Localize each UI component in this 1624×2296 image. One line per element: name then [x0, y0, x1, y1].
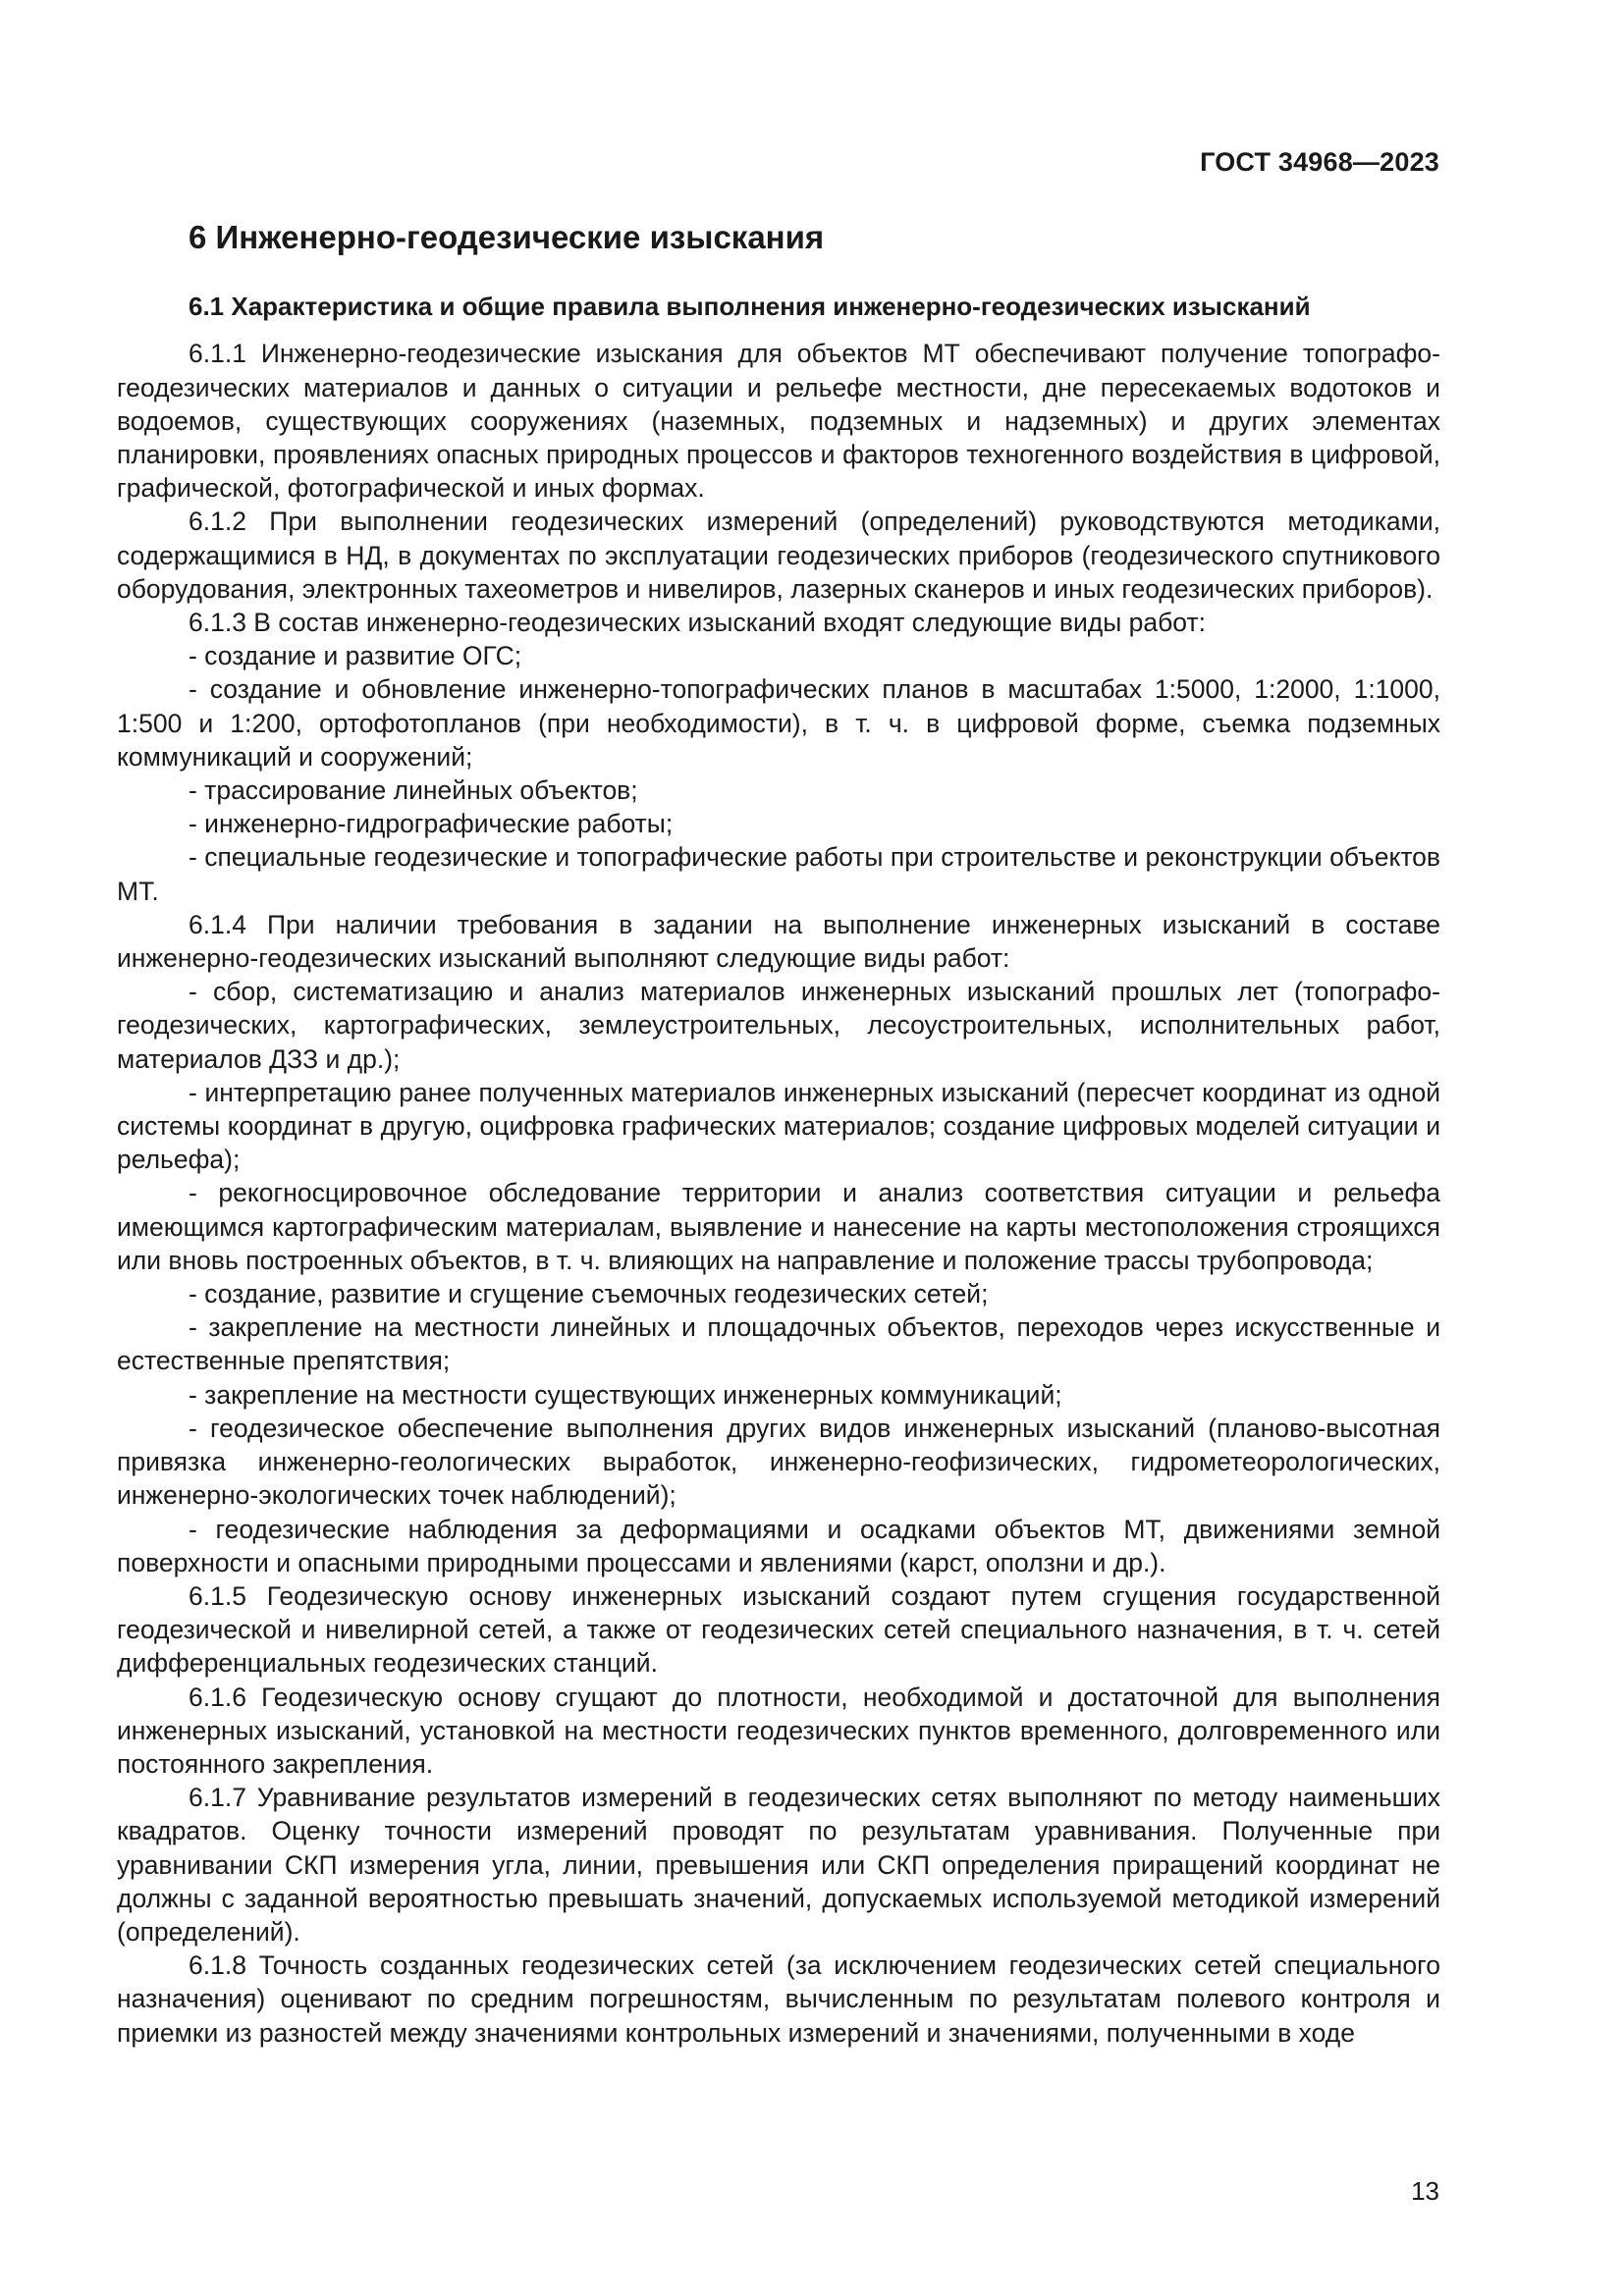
list-item: - сбор, систематизацию и анализ материалов инженерных изысканий прошлых лет (топографо-геодезических, картографических, землеустроительных, лесоустроительных, исполнительных работ, материалов ДЗЗ и др.);	[117, 977, 1440, 1074]
body-text	[117, 337, 1440, 2049]
paragraph-6-1-6: 6.1.6 Геодезическую основу сгущают до плотности, необходимой и достаточной для выполнения инженерных изысканий, установкой на местности геодезических пунктов временного, долговременного или постоянного закрепления.	[117, 1682, 1440, 1779]
list-item: - интерпретацию ранее полученных материалов инженерных изысканий (пересчет координат из одной системы координат в другую, оцифровка графических материалов; создание цифровых моделей ситуации и рельефа);	[117, 1077, 1440, 1175]
list-item: - трассирование линейных объектов;	[189, 775, 638, 806]
paragraph-6-1-8: 6.1.8 Точность созданных геодезических сетей (за исключением геодезических сетей специального назначения) оценивают по средним погрешностям, вычисленным по результатам полевого контроля и приемки из разностей между значениями контрольных измерений и значениями, полученными в ходе	[117, 1950, 1440, 2048]
subsection-title: 6.1 Характеристика и общие правила выполнения инженерно-геодезических изысканий	[189, 291, 1311, 321]
list-item: - закрепление на местности линейных и площадочных объектов, переходов через искусственные и естественные препятствия;	[117, 1312, 1440, 1376]
list-item: - закрепление на местности существующих инженерных коммуникаций;	[189, 1379, 1062, 1410]
list-item: - создание и развитие ОГС;	[189, 641, 522, 671]
paragraph-6-1-1: 6.1.1 Инженерно-геодезические изыскания для объектов МТ обеспечивают получение топографо-геодезических материалов и данных о ситуации и рельефе местности, дне пересекаемых водотоков и водоемов, существующих сооружениях (наземных, подземных и надземных) и других элементах планировки, проявлениях опасных природных процессов и факторов техногенного воздействия в цифровой, графической, фотографической и иных формах.	[117, 339, 1440, 504]
list-item: - инженерно-гидрографические работы;	[189, 809, 674, 839]
page-content	[117, 218, 1440, 2050]
paragraph-6-1-7: 6.1.7 Уравнивание результатов измерений в геодезических сетях выполняют по методу наименьших квадратов. Оценку точности измерений проводят по результатам уравнивания. Полученные при уравнивании СКП измерения угла, линии, превышения или СКП определения приращений координат не должны с заданной вероятностью превышать значений, допускаемых используемой методикой измерений (определений).	[117, 1783, 1440, 1947]
document-code-header: ГОСТ 34968—2023	[1200, 147, 1439, 177]
section-title: 6 Инженерно-геодезические изыскания	[189, 219, 825, 255]
list-item: - геодезические наблюдения за деформациями и осадками объектов МТ, движениями земной поверхности и опасными природными процессами и явлениями (карст, оползни и др.).	[117, 1514, 1440, 1577]
paragraph-6-1-5: 6.1.5 Геодезическую основу инженерных изысканий создают путем сгущения государственной геодезической и нивелирной сетей, а также от геодезических сетей специального назначения, в т. ч. сетей дифференциальных геодезических станций.	[117, 1580, 1440, 1679]
paragraph-6-1-4: 6.1.4 При наличии требования в задании на выполнение инженерных изысканий в составе инженерно-геодезических изысканий выполняют следующие виды работ:	[117, 909, 1440, 974]
list-item: - создание и обновление инженерно-топографических планов в масштабах 1:5000, 1:2000, 1:1000, 1:500 и 1:200, ортофотопланов (при необходимости), в т. ч. в цифровой форме, съемка подземных коммуникаций и сооружений;	[117, 674, 1440, 772]
list-item: - рекогносцировочное обследование территории и анализ соответствия ситуации и рельефа имеющимся картографическим материалам, выявление и нанесение на карты местоположения строящихся или вновь построенных объектов, в т. ч. влияющих на направление и положение трассы трубопровода;	[117, 1178, 1440, 1275]
paragraph-6-1-3: 6.1.3 В состав инженерно-геодезических изысканий входят следующие виды работ:	[189, 608, 1206, 638]
paragraph-6-1-2: 6.1.2 При выполнении геодезических измерений (определений) руководствуются методиками, содержащимися в НД, в документах по эксплуатации геодезических приборов (геодезического спутникового оборудования, электронных тахеометров и нивелиров, лазерных сканеров и иных геодезических приборов).	[117, 507, 1440, 604]
page-number: 13	[1411, 2176, 1439, 2206]
list-item: - создание, развитие и сгущение съемочных геодезических сетей;	[189, 1279, 989, 1309]
list-item: - специальные геодезические и топографические работы при строительстве и реконструкции объектов МТ.	[117, 842, 1440, 906]
list-item: - геодезическое обеспечение выполнения других видов инженерных изысканий (планово-высотная привязка инженерно-геологических выработок, инженерно-геофизических, гидрометеорологических, инженерно-экологических точек наблюдений);	[117, 1413, 1440, 1511]
